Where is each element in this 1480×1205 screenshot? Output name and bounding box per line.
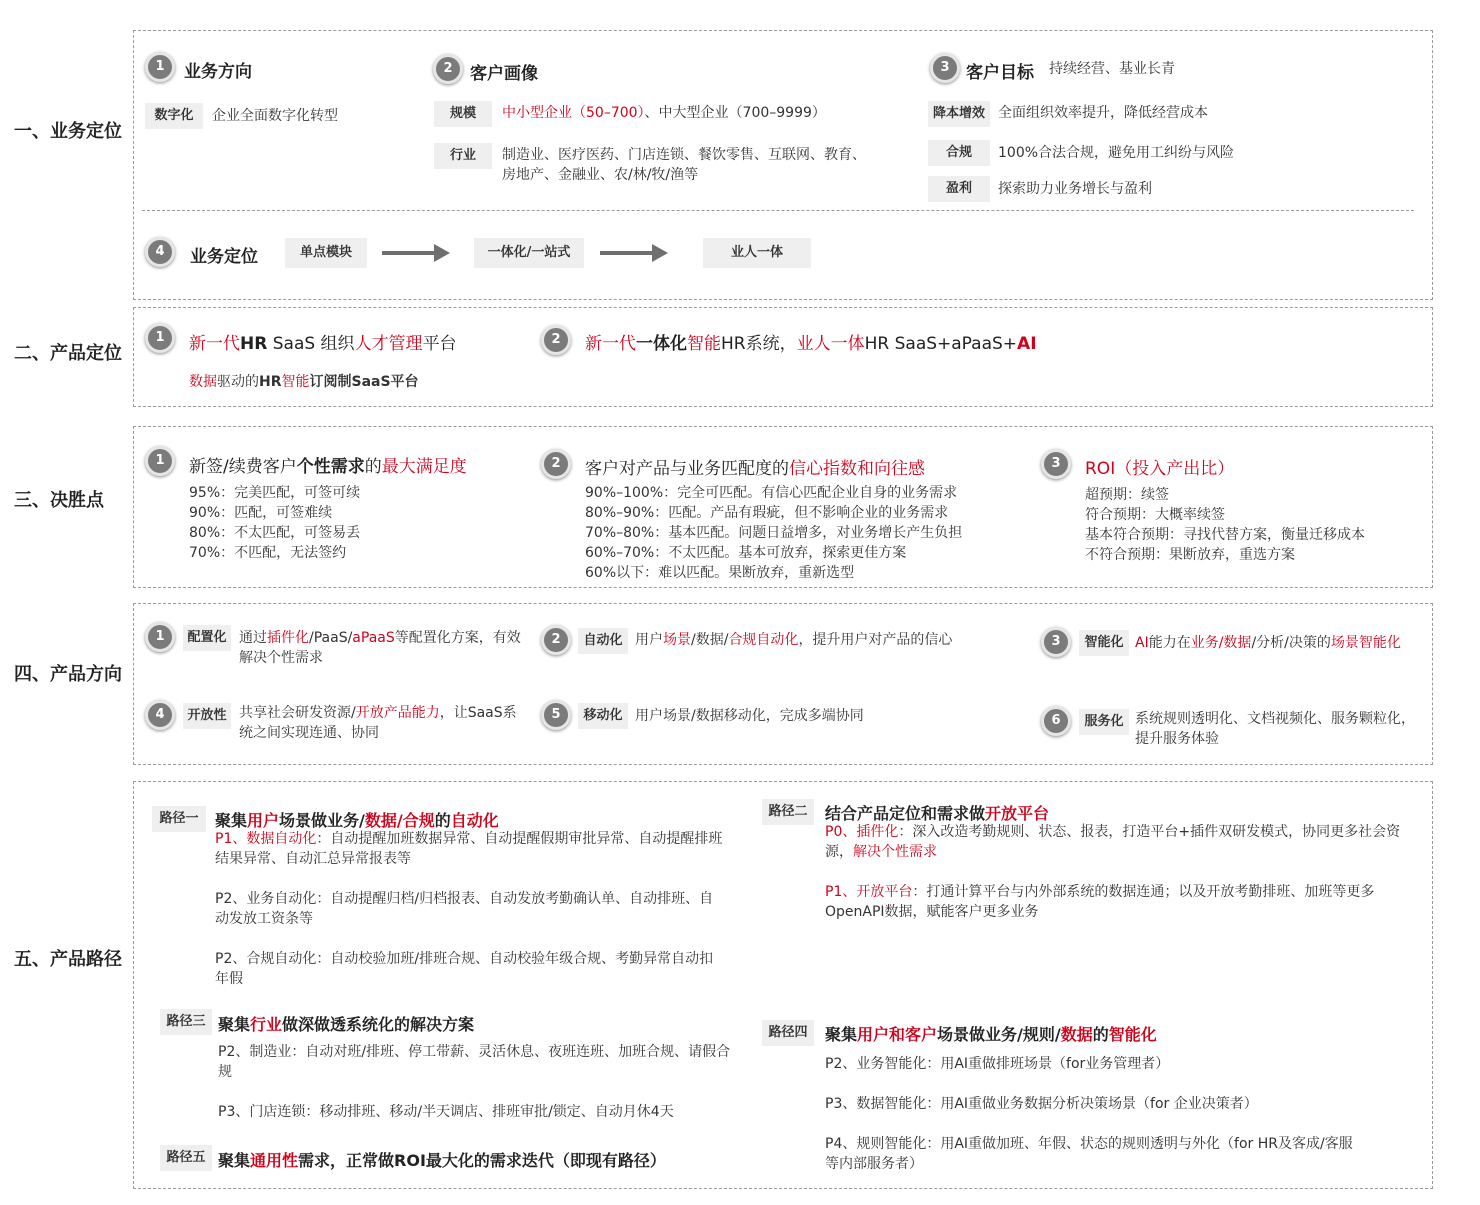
number-badge: 3 (1041, 627, 1071, 657)
path-2-title: 结合产品定位和需求做开放平台 (825, 804, 1050, 823)
number-badge: 4 (145, 237, 175, 267)
winning-point-1-title: 新签/续费客户个性需求的最大满足度 (189, 457, 467, 477)
persona-title: 客户画像 (470, 64, 538, 84)
config-text-line2: 解决个性需求 (239, 650, 323, 666)
path-2-item: P1、开放平台：打通计算平台与内外部系统的数据连通；以及开放考勤排班、加班等更多 (825, 884, 1375, 900)
number-badge: 3 (1041, 449, 1071, 479)
service-tag: 服务化 (1079, 709, 1129, 735)
product-position-1: 新一代HR SaaS 组织人才管理平台 (189, 334, 457, 354)
winning-point-3-title: ROI（投入产出比） (1085, 459, 1235, 479)
industry-text-line1: 制造业、医疗医药、门店连锁、餐饮零售、互联网、教育、 (502, 147, 866, 163)
winning-point-1-line: 70%：不匹配，无法签约 (189, 545, 347, 561)
path-1-item: P1、数据自动化：自动提醒加班数据异常、自动提醒假期审批异常、自动提醒排班 (215, 831, 723, 847)
number-badge: 2 (541, 449, 571, 479)
path-3-item: P3、门店连锁：移动排班、移动/半天调店、排班审批/锁定、自动月休4天 (218, 1104, 674, 1120)
step-single-module: 单点模块 (285, 238, 367, 268)
mobile-tag: 移动化 (578, 703, 628, 729)
arrow-right-icon (600, 242, 670, 264)
service-text-line2: 提升服务体验 (1135, 731, 1219, 747)
path-3-item: 规 (218, 1064, 232, 1080)
path-1-item: 年假 (215, 971, 243, 987)
digital-tag: 数字化 (145, 103, 203, 129)
number-badge: 5 (541, 700, 571, 730)
number-badge: 3 (930, 53, 960, 83)
cost-tag: 降本增效 (928, 101, 990, 127)
winning-point-2-line: 60%以下：难以匹配。果断放弃，重新选型 (585, 565, 855, 581)
path-2-tag: 路径二 (762, 799, 814, 825)
winning-point-2-line: 60%–70%：不太匹配。基本可放弃，探索更佳方案 (585, 545, 907, 561)
section-label-winning-points: 三、决胜点 (14, 490, 104, 511)
industry-text-line2: 房地产、金融业、农/林/牧/渔等 (502, 167, 699, 183)
automation-tag: 自动化 (578, 628, 628, 654)
number-badge: 2 (541, 625, 571, 655)
winning-point-2-line: 90%–100%：完全可匹配。有信心匹配企业自身的业务需求 (585, 485, 958, 501)
number-badge: 2 (433, 54, 463, 84)
section-label-product-direction: 四、产品方向 (14, 664, 122, 685)
divider (142, 210, 1414, 211)
biz-position-title: 业务定位 (190, 247, 258, 267)
path-2-item: 源，解决个性需求 (825, 844, 937, 860)
number-badge: 6 (1041, 706, 1071, 736)
product-position-2: 新一代一体化智能HR系统，业人一体HR SaaS+aPaaS+AI (585, 334, 1037, 354)
path-2-item: OpenAPI数据，赋能客户更多业务 (825, 904, 1039, 920)
scale-text: 中小型企业（50–700）、中大型企业（700–9999） (502, 105, 826, 121)
digital-text: 企业全面数字化转型 (212, 108, 338, 124)
section-label-business: 一、业务定位 (14, 121, 122, 142)
openness-text-line1: 共享社会研发资源/开放产品能力，让SaaS系 (239, 705, 517, 721)
path-1-item: P2、合规自动化：自动校验加班/排班合规、自动校验年级合规、考勤异常自动扣 (215, 951, 714, 967)
winning-point-1-line: 80%：不太匹配，可签易丢 (189, 525, 361, 541)
winning-point-2-line: 80%–90%：匹配。产品有瑕疵，但不影响企业的业务需求 (585, 505, 949, 521)
path-4-item: 等内部服务者） (825, 1156, 923, 1172)
winning-point-1-line: 90%：匹配，可签难续 (189, 505, 333, 521)
path-3-tag: 路径三 (160, 1009, 212, 1035)
goal-title: 客户目标 (966, 63, 1034, 83)
path-4-tag: 路径四 (762, 1020, 814, 1046)
path-4-item: P3、数据智能化：用AI重做业务数据分析决策场景（for 企业决策者） (825, 1096, 1258, 1112)
profit-text: 探索助力业务增长与盈利 (998, 181, 1152, 197)
winning-point-3-line: 不符合预期：果断放弃，重选方案 (1085, 547, 1295, 563)
section-label-product-position: 二、产品定位 (14, 343, 122, 364)
path-4-item: P4、规则智能化：用AI重做加班、年假、状态的规则透明与外化（for HR及客成/客服 (825, 1136, 1353, 1152)
path-5-tag: 路径五 (160, 1145, 212, 1171)
cost-text: 全面组织效率提升，降低经营成本 (998, 105, 1208, 121)
path-4-title: 聚集用户和客户场景做业务/规则/数据的智能化 (825, 1025, 1157, 1044)
path-3-item: P2、制造业：自动对班/排班、停工带薪、灵活休息、夜班连班、加班合规、请假合 (218, 1044, 731, 1060)
number-badge: 1 (145, 622, 175, 652)
biz-direction-title: 业务方向 (184, 62, 252, 82)
winning-point-3-line: 基本符合预期：寻找代替方案，衡量迁移成本 (1085, 527, 1365, 543)
path-2-item: P0、插件化：深入改造考勤规则、状态、报表，打造平台+插件双研发模式，协同更多社会资 (825, 824, 1401, 840)
number-badge: 1 (145, 52, 175, 82)
product-position-1-sub: 数据驱动的HR智能订阅制SaaS平台 (189, 374, 419, 390)
winning-point-2-title: 客户对产品与业务匹配度的信心指数和向往感 (585, 459, 925, 479)
config-tag: 配置化 (183, 625, 231, 651)
path-4-item: P2、业务智能化：用AI重做排班场景（for业务管理者） (825, 1056, 1170, 1072)
path-3-title: 聚集行业做深做透系统化的解决方案 (218, 1015, 475, 1034)
step-integrated: 一体化/一站式 (474, 238, 584, 268)
number-badge: 2 (541, 325, 571, 355)
path-1-tag: 路径一 (152, 806, 206, 832)
winning-point-3-line: 符合预期：大概率续签 (1085, 507, 1225, 523)
intelligence-text: AI能力在业务/数据/分析/决策的场景智能化 (1135, 635, 1401, 651)
openness-text-line2: 统之间实现连通、协同 (239, 725, 379, 741)
section-box-product-position (133, 307, 1433, 407)
intelligence-tag: 智能化 (1079, 630, 1129, 656)
path-1-item: P2、业务自动化：自动提醒归档/归档报表、自动发放考勤确认单、自动排班、自 (215, 891, 714, 907)
arrow-right-icon (382, 242, 452, 264)
number-badge: 4 (145, 700, 175, 730)
winning-point-2-line: 70%–80%：基本匹配。问题日益增多，对业务增长产生负担 (585, 525, 963, 541)
automation-text: 用户场景/数据/合规自动化，提升用户对产品的信心 (635, 632, 953, 648)
openness-tag: 开放性 (183, 703, 231, 729)
goal-subtitle: 持续经营、基业长青 (1049, 61, 1175, 77)
winning-point-3-line: 超预期：续签 (1085, 487, 1169, 503)
industry-tag: 行业 (434, 143, 492, 169)
number-badge: 1 (145, 323, 175, 353)
service-text-line1: 系统规则透明化、文档视频化、服务颗粒化， (1135, 711, 1415, 727)
path-1-title: 聚集用户场景做业务/数据/合规的自动化 (215, 811, 499, 830)
path-1-item: 结果异常、自动汇总异常报表等 (215, 851, 411, 867)
path-5-title: 聚集通用性需求，正常做ROI最大化的需求迭代（即现有路径） (218, 1151, 666, 1170)
profit-tag: 盈利 (928, 176, 990, 202)
number-badge: 1 (145, 446, 175, 476)
section-label-product-path: 五、产品路径 (14, 949, 122, 970)
compliance-tag: 合规 (928, 140, 990, 166)
winning-point-1-line: 95%：完美匹配，可签可续 (189, 485, 361, 501)
mobile-text: 用户场景/数据移动化，完成多端协同 (635, 708, 864, 724)
path-1-item: 动发放工资条等 (215, 911, 313, 927)
config-text-line1: 通过插件化/PaaS/aPaaS等配置化方案，有效 (239, 630, 521, 646)
scale-tag: 规模 (434, 101, 492, 127)
compliance-text: 100%合法合规，避免用工纠纷与风险 (998, 145, 1235, 161)
step-business-people: 业人一体 (703, 238, 811, 268)
